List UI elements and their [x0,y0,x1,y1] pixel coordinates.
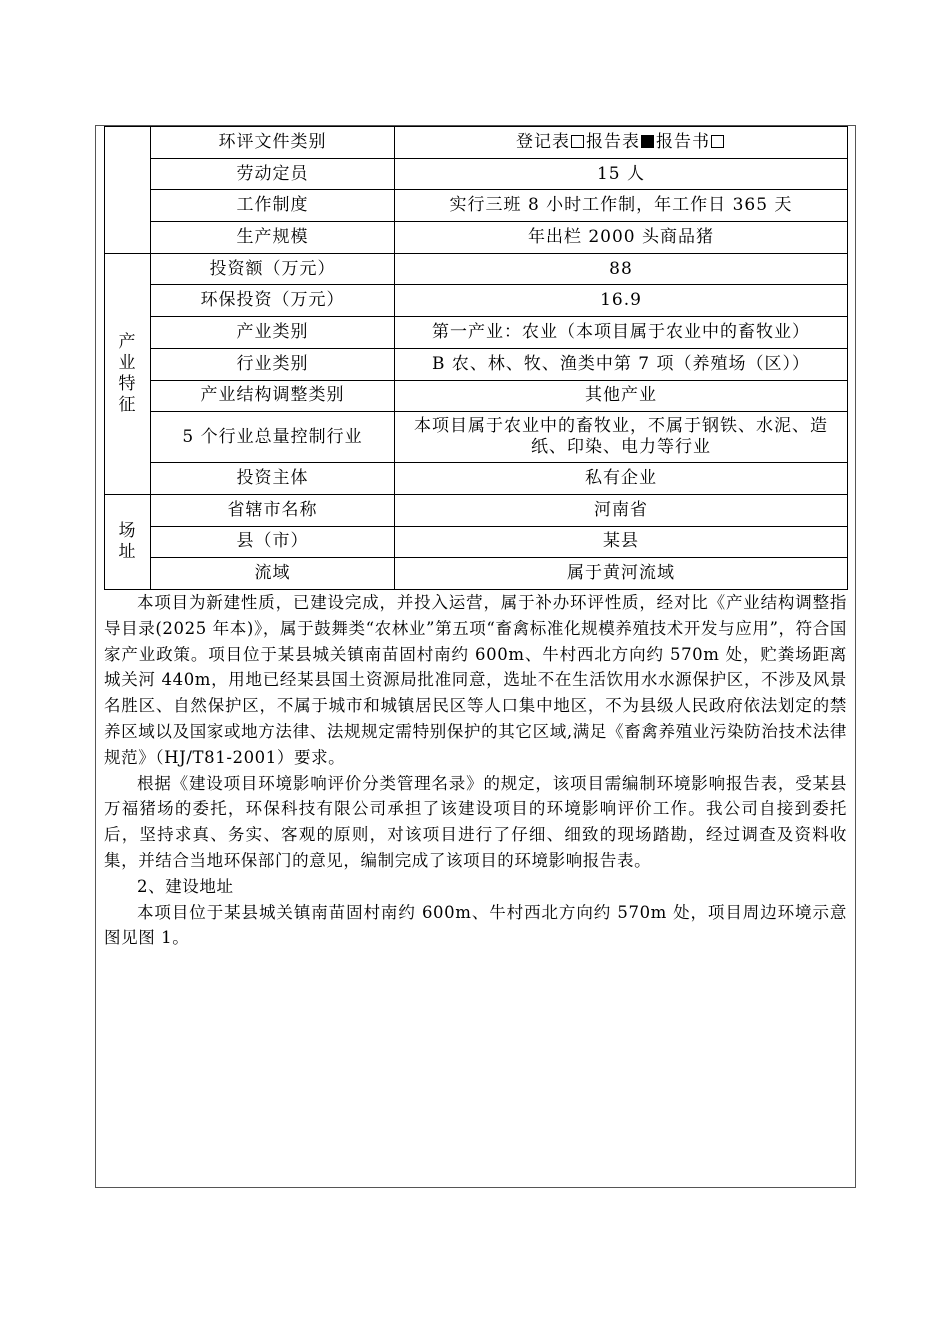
table-row [105,348,848,380]
group-label-char: 征 [118,394,137,415]
table-row [105,494,848,526]
option-label: 报告书 [656,131,710,152]
row-label: 省辖市名称 [151,494,395,526]
site-group-label [105,494,151,589]
row-label: 流域 [151,558,395,590]
row-value: 属于黄河流域 [395,558,848,590]
row-value: 河南省 [395,494,848,526]
group-label-char: 产 [118,331,137,352]
row-label: 劳动定员 [151,158,395,190]
table-row [105,526,848,558]
row-label: 投资主体 [151,463,395,495]
table-row [105,285,848,317]
doc-type-value [395,127,848,159]
row-value: 私有企业 [395,463,848,495]
row-label: 环评文件类别 [151,127,395,159]
table-row [105,158,848,190]
row-value: 88 [395,253,848,285]
row-label: 行业类别 [151,348,395,380]
table-row [105,190,848,222]
option-label: 登记表 [516,131,570,152]
row-label: 投资额（万元） [151,253,395,285]
section-heading: 2、建设地址 [137,876,234,896]
row-label: 5 个行业总量控制行业 [151,412,395,463]
body-text [104,590,847,951]
row-label: 产业类别 [151,317,395,349]
row-value: 16.9 [395,285,848,317]
row-value: 实行三班 8 小时工作制，年工作日 365 天 [395,190,848,222]
project-info-table [104,126,848,590]
table-row [105,222,848,254]
checkbox-checked-icon [641,135,654,148]
row-value: 15 人 [395,158,848,190]
table-row [105,412,848,463]
row-label: 工作制度 [151,190,395,222]
checkbox-unchecked-icon [711,135,724,148]
row-value: 本项目属于农业中的畜牧业，不属于钢铁、水泥、造纸、印染、电力等行业 [395,412,848,463]
row-label: 产业结构调整类别 [151,380,395,412]
industry-group-label [105,253,151,494]
table-row [105,380,848,412]
row-value: 某县 [395,526,848,558]
table-row [105,317,848,349]
row-value: B 农、林、牧、渔类中第 7 项（养殖场（区）） [395,348,848,380]
row-value: 第一产业：农业（本项目属于农业中的畜牧业） [395,317,848,349]
group-label-char: 场 [118,520,137,541]
row-label: 生产规模 [151,222,395,254]
table-row [105,463,848,495]
option-label: 报告表 [586,131,640,152]
group-label-char: 特 [118,373,137,394]
row-value: 其他产业 [395,380,848,412]
blank-group-cell [105,127,151,254]
paragraph: 本项目位于某县城关镇南苗固村南约 600m、牛村西北方向约 570m 处，项目周边环境示意图见图 1。 [104,902,847,948]
table-row [105,253,848,285]
row-value: 年出栏 2000 头商品猪 [395,222,848,254]
checkbox-unchecked-icon [571,135,584,148]
row-label: 环保投资（万元） [151,285,395,317]
table-row [105,127,848,159]
row-label: 县（市） [151,526,395,558]
group-label-char: 址 [118,541,137,562]
paragraph: 根据《建设项目环境影响评价分类管理名录》的规定，该项目需编制环境影响报告表，受某县万福猪场的委托，环保科技有限公司承担了该建设项目的环境影响评价工作。我公司自接到委托后，坚持求真、务实、客观的原则，对该项目进行了仔细、细致的现场踏勘，经过调查及资料收集，并结合当地环保部门的意见，编制完成了该项目的环境影响报告表。 [104,773,847,870]
group-label-char: 业 [118,352,137,373]
table-row [105,558,848,590]
paragraph: 本项目为新建性质，已建设完成，并投入运营，属于补办环评性质，经对比《产业结构调整指导目录(2025 年本)》，属于鼓舞类“农林业”第五项“畜禽标准化规模养殖技术开发与应用”，符合国家产业政策。项目位于某县城关镇南苗固村南约 600m、牛村西北方向约 570m 处，贮粪场距离城关河 440m，用地已经某县国土资源局批准同意，选址不在生活饮用水水源保护区，不涉及风景名胜区、自然保护区，不属于城市和城镇居民区等人口集中地区，不为县级人民政府依法划定的禁养区域以及国家或地方法律、法规规定需特别保护的其它区域,满足《畜禽养殖业污染防治技术法律规范》（HJ/T81-2001）要求。 [104,593,847,767]
